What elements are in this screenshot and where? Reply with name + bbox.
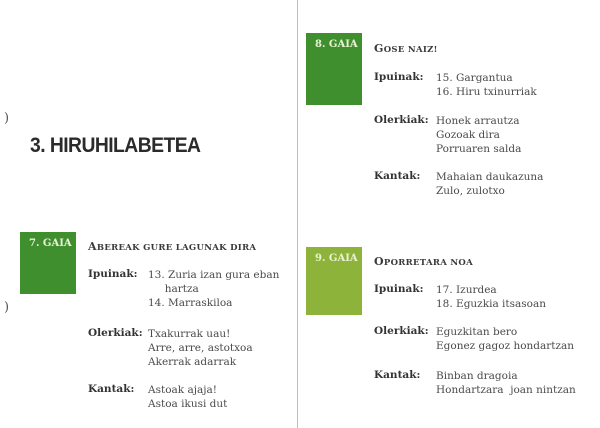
list-item: 13. Zuria izan gura eban [148,269,280,281]
section-items [436,170,543,198]
topic-9-box-label: 9. GAIA [315,253,358,264]
list-item: Akerrak adarrak [148,356,237,368]
section-label: Ipuinak: [374,283,424,295]
topic-7-olerkiak [88,327,253,369]
list-item: Zulo, zulotxo [436,185,505,197]
list-item: Astoak ajaja! [148,384,217,396]
topic-7-box-label: 7. GAIA [29,238,72,249]
topic-9-ipuinak [374,283,546,311]
list-item: Mahaian daukazuna [436,171,544,183]
section-items [436,325,574,353]
topic-7-box [20,232,76,294]
list-item: hartza [148,283,199,295]
section-label: Olerkiak: [88,327,143,339]
list-item: Arre, arre, astotxoa [148,342,253,354]
topic-8-olerkiak [374,114,521,156]
chapter-title: 3. HIRUHILABETEA [30,134,201,157]
section-items [148,327,253,369]
topic-7-kantak [88,383,227,411]
topic-9-title: OPORRETARA NOA [374,255,474,268]
section-label: Olerkiak: [374,114,429,126]
section-items [436,114,521,156]
section-label: Ipuinak: [88,268,138,280]
list-item: Eguzkitan bero [436,326,518,338]
page-divider [297,0,298,428]
list-item: 17. Izurdea [436,284,497,296]
topic-8-box [306,33,362,105]
list-item: Porruaren salda [436,143,522,155]
list-item: 15. Gargantua [436,72,513,84]
edge-mark: ) [4,300,10,315]
section-items [148,268,279,310]
topic-8-kantak [374,170,543,198]
topic-7-title: ABEREAK GURE LAGUNAK DIRA [88,240,257,253]
list-item: Honek arrautza [436,115,520,127]
topic-9-box [306,247,362,315]
list-item: 16. Hiru txinurriak [436,86,537,98]
topic-9-olerkiak [374,325,574,353]
topic-8-title: GOSE NAIZ! [374,42,438,55]
topic-8-box-label: 8. GAIA [315,39,358,50]
list-item: Astoa ikusi dut [148,398,228,410]
list-item: Txakurrak uau! [148,328,231,340]
edge-mark: ) [4,111,10,126]
section-label: Kantak: [374,369,421,381]
list-item: Egonez gagoz hondartzan [436,340,575,352]
topic-7-ipuinak [88,268,279,310]
section-label: Kantak: [374,170,421,182]
section-items [148,383,227,411]
list-item: Hondartzara joan nintzan [436,384,576,396]
topic-8-ipuinak [374,71,537,99]
section-items [436,283,546,311]
topic-9-kantak [374,369,576,397]
section-label: Kantak: [88,383,135,395]
section-items [436,71,537,99]
list-item: Gozoak dira [436,129,500,141]
section-items [436,369,576,397]
list-item: Binban dragoia [436,370,518,382]
list-item: 14. Marraskiloa [148,297,233,309]
section-label: Ipuinak: [374,71,424,83]
section-label: Olerkiak: [374,325,429,337]
list-item: 18. Eguzkia itsasoan [436,298,546,310]
